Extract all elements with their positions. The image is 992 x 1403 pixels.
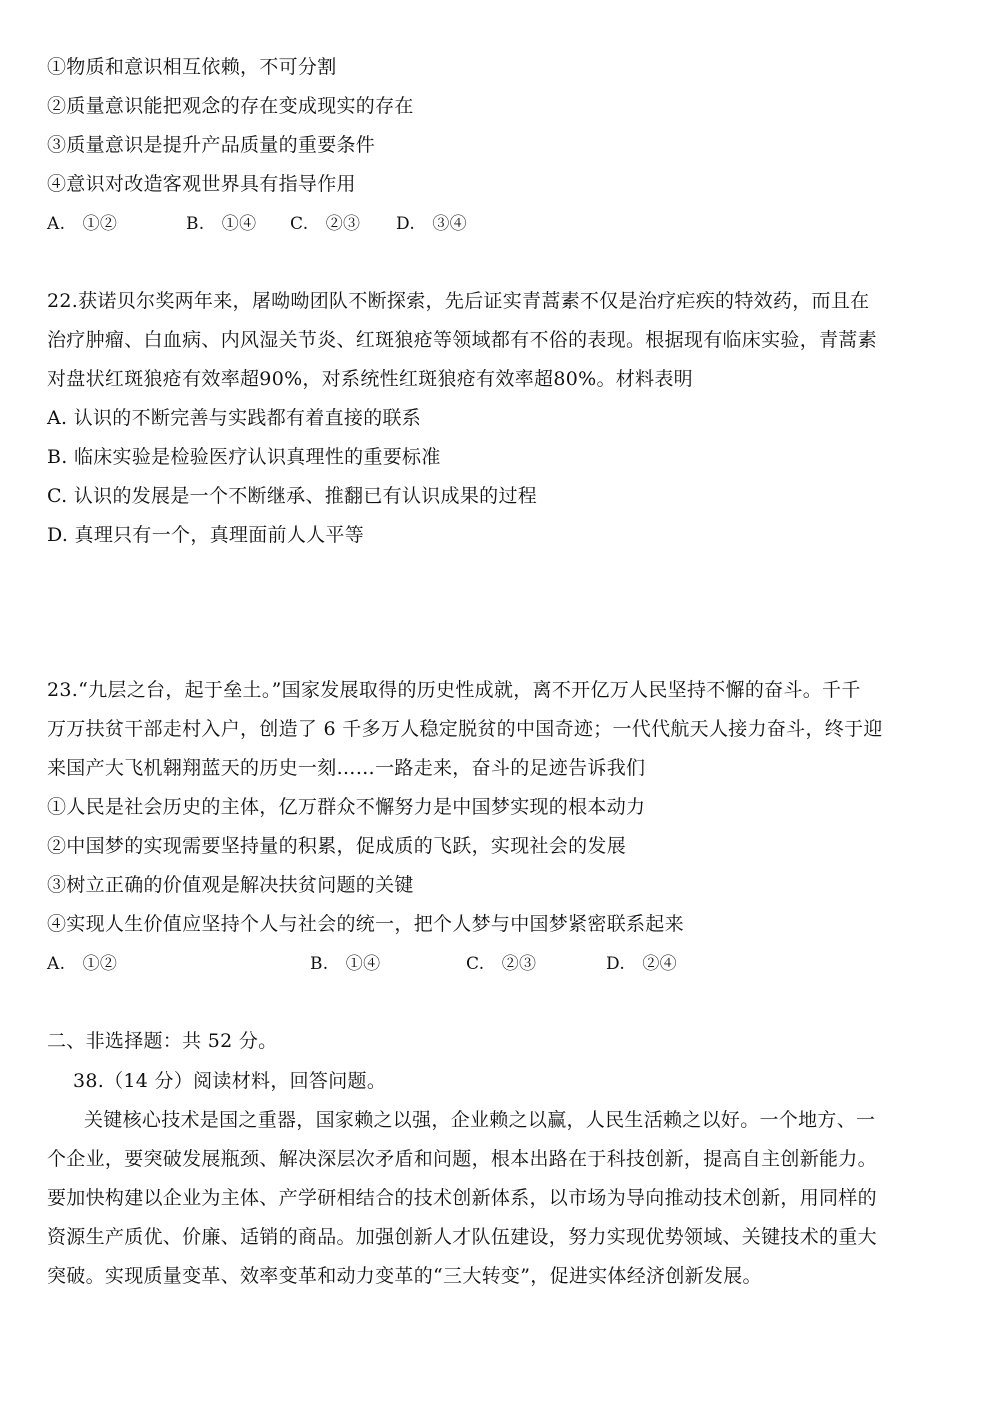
q22-stem-line-2: 治疗肿瘤、白血病、内风湿关节炎、红斑狼疮等领域都有不俗的表现。根据现有临床实验，青蒿素 [47,329,877,351]
q23-item-2: ②中国梦的实现需要坚持量的积累，促成质的飞跃，实现社会的发展 [47,835,627,857]
q23-option-b: B. ①④ [310,954,381,974]
q23-option-d: D. ②④ [606,954,677,974]
question-38-title: 38.（14 分）阅读材料，回答问题。 [73,1070,387,1092]
section-heading: 二、非选择题：共 52 分。 [47,1030,278,1052]
material-line-2: 个企业，要突破发展瓶颈、解决深层次矛盾和问题，根本出路在于科技创新，提高自主创新能力。 [47,1148,877,1170]
q21-item-4: ④意识对改造客观世界具有指导作用 [47,173,356,195]
q23-item-4: ④实现人生价值应坚持个人与社会的统一，把个人梦与中国梦紧密联系起来 [47,913,684,935]
q23-item-1: ①人民是社会历史的主体，亿万群众不懈努力是中国梦实现的根本动力 [47,796,646,818]
q21-option-a: A. ①② [47,214,118,234]
q23-stem-line-2: 万万扶贫干部走村入户，创造了 6 千多万人稳定脱贫的中国奇迹；一代代航天人接力奋斗，终于迎 [47,718,883,740]
q21-item-3: ③质量意识是提升产品质量的重要条件 [47,134,376,156]
q23-stem-line-3: 来国产大飞机翱翔蓝天的历史一刻……一路走来，奋斗的足迹告诉我们 [47,757,646,779]
q23-option-a: A. ①② [47,954,118,974]
q21-option-d: D. ③④ [396,214,467,234]
q22-option-c: C. 认识的发展是一个不断继承、推翻已有认识成果的过程 [47,485,538,507]
q22-stem-line-3: 对盘状红斑狼疮有效率超90%，对系统性红斑狼疮有效率超80%。材料表明 [47,368,693,390]
q21-option-b: B. ①④ [186,214,257,234]
q23-item-3: ③树立正确的价值观是解决扶贫问题的关键 [47,874,414,896]
q22-option-d: D. 真理只有一个，真理面前人人平等 [47,524,365,546]
q22-option-a: A. 认识的不断完善与实践都有着直接的联系 [47,407,422,429]
material-line-1: 关键核心技术是国之重器，国家赖之以强，企业赖之以赢，人民生活赖之以好。一个地方、一 [84,1109,876,1131]
material-line-5: 突破。实现质量变革、效率变革和动力变革的“三大转变”，促进实体经济创新发展。 [47,1265,762,1287]
q22-option-b: B. 临床实验是检验医疗认识真理性的重要标准 [47,446,441,468]
q23-stem-line-1: 23.“九层之台，起于垒土。”国家发展取得的历史性成就，离不开亿万人民坚持不懈的奋斗。千千 [47,679,861,701]
q23-option-c: C. ②③ [466,954,537,974]
q21-item-1: ①物质和意识相互依赖，不可分割 [47,56,337,78]
material-line-4: 资源生产质优、价廉、适销的商品。加强创新人才队伍建设，努力实现优势领域、关键技术的重大 [47,1226,877,1248]
q21-item-2: ②质量意识能把观念的存在变成现实的存在 [47,95,414,117]
q22-stem-line-1: 22.获诺贝尔奖两年来，屠呦呦团队不断探索，先后证实青蒿素不仅是治疗疟疾的特效药，而且在 [47,290,870,312]
material-line-3: 要加快构建以企业为主体、产学研相结合的技术创新体系，以市场为导向推动技术创新，用同样的 [47,1187,877,1209]
q21-option-c: C. ②③ [290,214,361,234]
